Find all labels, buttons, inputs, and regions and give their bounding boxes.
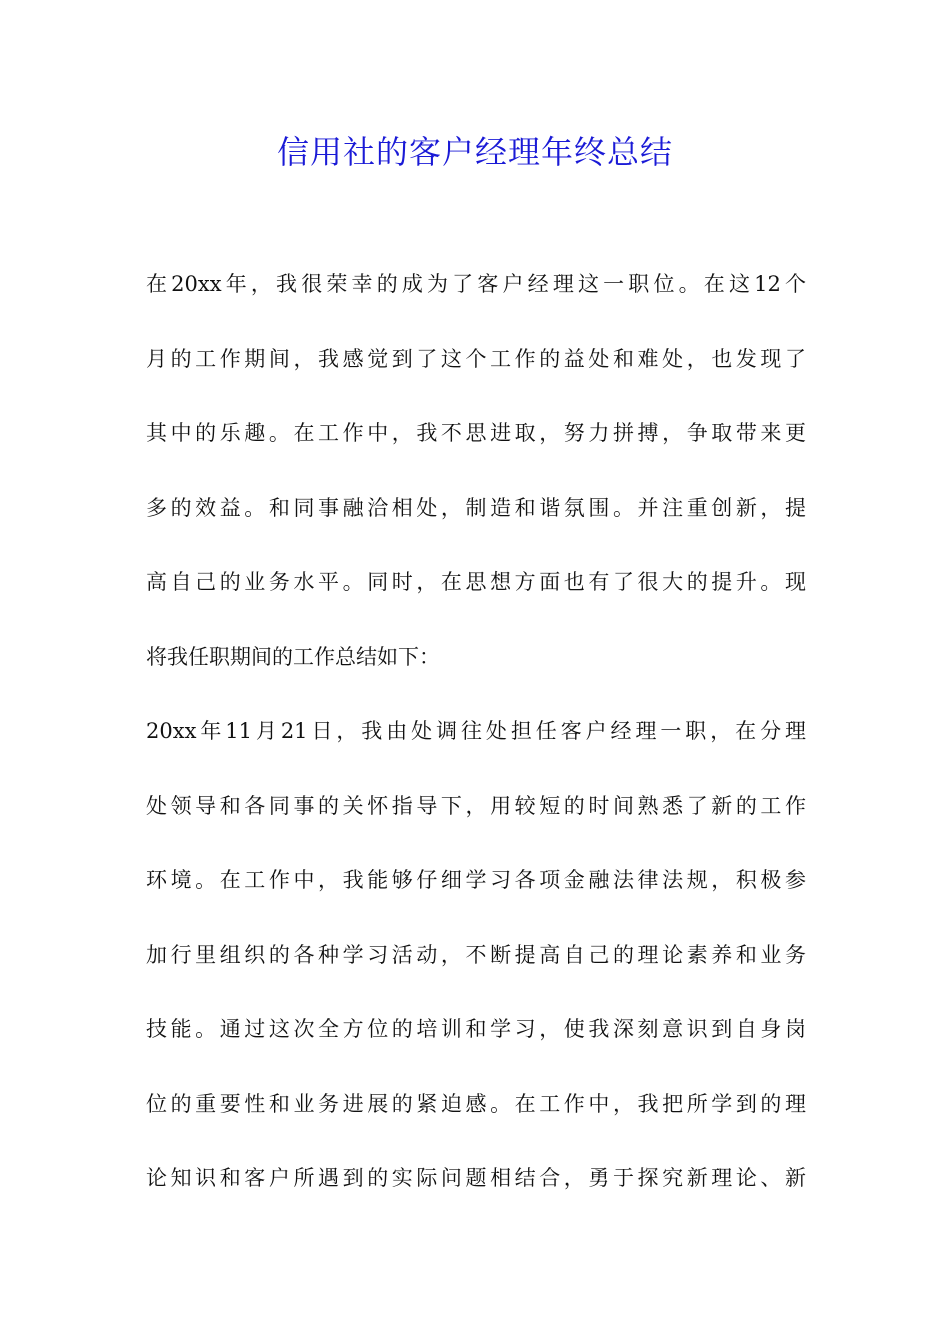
document-title: 信用社的客户经理年终总结 (276, 133, 673, 171)
document-body (146, 262, 806, 1231)
paragraph-line: 环境。在工作中，我能够仔细学习各项金融法律法规，积极参 (146, 868, 806, 892)
paragraph-line: 加行里组织的各种学习活动，不断提高自己的理论素养和业务 (146, 942, 806, 967)
paragraph-line: 其中的乐趣。在工作中，我不思进取，努力拼搏，争取带来更 (146, 421, 806, 445)
paragraph-line: 多的效益。和同事融洽相处，制造和谐氛围。并注重创新，提 (146, 495, 806, 520)
paragraph-line: 月的工作期间，我感觉到了这个工作的益处和难处，也发现了 (146, 346, 806, 371)
paragraph-line: 将我任职期间的工作总结如下： (146, 644, 440, 669)
paragraph-line: 论知识和客户所遇到的实际问题相结合，勇于探究新理论、新 (146, 1166, 806, 1190)
paragraph-line: 技能。通过这次全方位的培训和学习，使我深刻意识到自身岗 (146, 1017, 806, 1041)
paragraph-line: 位的重要性和业务进展的紧迫感。在工作中，我把所学到的理 (146, 1091, 806, 1116)
paragraph-line: 20xx年11月21日，我由处调往处担任客户经理一职，在分理 (146, 719, 806, 743)
paragraph-line: 在20xx年，我很荣幸的成为了客户经理这一职位。在这12个 (146, 272, 806, 296)
paragraph-line: 高自己的业务水平。同时，在思想方面也有了很大的提升。现 (146, 570, 806, 594)
paragraph-line: 处领导和各同事的关怀指导下，用较短的时间熟悉了新的工作 (146, 793, 806, 818)
